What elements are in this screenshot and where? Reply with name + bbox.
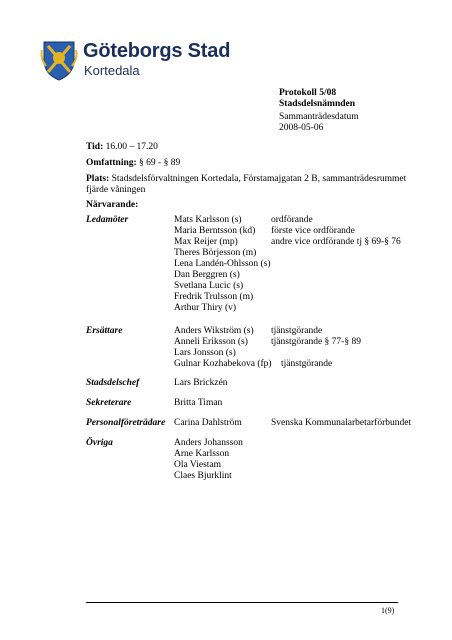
scope-label: Omfattning: xyxy=(86,158,137,168)
staff-rep-name: Carina Dahlström xyxy=(174,418,242,428)
substitute-name: Lars Jonsson (s) xyxy=(174,348,236,358)
member-name: Maria Berntsson (kd) xyxy=(174,226,256,236)
member-name: Max Reijer (mp) xyxy=(174,237,238,247)
members-list xyxy=(174,215,271,314)
place-value-cont: fjärde våningen xyxy=(86,185,146,195)
secretary-label: Sekreterare xyxy=(86,398,132,408)
date-label: Sammanträdesdatum xyxy=(279,112,359,122)
substitute-name: Anders Wikström (s) xyxy=(174,326,254,336)
footer-divider xyxy=(86,602,398,603)
staff-rep-union: Svenska Kommunalarbetarförbundet xyxy=(271,418,412,428)
scope-line xyxy=(86,158,180,169)
member-role: andre vice ordförande tj § 69-§ 76 xyxy=(271,237,401,247)
member-name: Svetlana Lucic (s) xyxy=(174,281,244,291)
time-value: 16.00 – 17.20 xyxy=(105,142,158,152)
time-label: Tid: xyxy=(86,142,104,152)
staff-rep-label: Personalföreträdare xyxy=(86,418,166,428)
member-name: Theres Börjesson (m) xyxy=(174,248,257,258)
substitutes-label: Ersättare xyxy=(86,326,123,336)
district-manager-name: Lars Brickzén xyxy=(174,378,228,388)
meeting-date: 2008-05-06 xyxy=(279,123,324,133)
substitutes-list xyxy=(174,326,272,370)
substitute-role: tjänstgörande xyxy=(281,359,333,369)
member-name: Fredrik Trulsson (m) xyxy=(174,292,254,302)
other-name: Arne Karlsson xyxy=(174,449,230,459)
members-label: Ledamöter xyxy=(86,215,129,225)
time-line xyxy=(86,142,158,153)
member-name: Dan Berggren (s) xyxy=(174,270,240,280)
other-name: Claes Bjurklint xyxy=(174,471,232,481)
substitute-role: tjänstgörande § 77-§ 89 xyxy=(271,337,361,347)
member-name: Mats Karlsson (s) xyxy=(174,215,242,225)
secretary-name: Britta Timan xyxy=(174,398,223,408)
org-subname: Kortedala xyxy=(84,63,140,78)
substitute-name: Gulnar Kozhabekova (fp) xyxy=(174,359,272,369)
committee-name: Stadsdelsnämnden xyxy=(279,99,356,109)
page-number: 1(9) xyxy=(381,606,395,615)
member-role: ordförande xyxy=(271,215,313,225)
present-label: Närvarande: xyxy=(86,200,139,210)
member-name: Lena Landén-Ohlsson (s) xyxy=(174,259,271,269)
place-label: Plats: xyxy=(86,174,110,184)
members-roles xyxy=(271,215,401,248)
other-name: Ola Viestam xyxy=(174,460,222,470)
substitutes-roles-a xyxy=(271,326,361,348)
scope-value: § 69 - § 89 xyxy=(139,158,181,168)
place-line xyxy=(86,174,406,185)
member-name: Arthur Thiry (v) xyxy=(174,303,237,313)
others-label: Övriga xyxy=(86,438,113,448)
member-role: förste vice ordförande xyxy=(271,226,355,236)
others-list xyxy=(174,438,243,482)
substitute-role: tjänstgörande xyxy=(271,326,323,336)
protocol-number: Protokoll 5/08 xyxy=(279,88,337,98)
district-manager-label: Stadsdelschef xyxy=(86,378,140,388)
place-value: Stadsdelsförvaltningen Kortedala, Förstamajgatan 2 B, sammanträdesrummet xyxy=(111,174,407,184)
substitute-name: Anneli Eriksson (s) xyxy=(174,337,248,347)
city-crest-icon xyxy=(40,38,78,82)
other-name: Anders Johansson xyxy=(174,438,243,448)
org-name: Göteborgs Stad xyxy=(83,40,231,62)
